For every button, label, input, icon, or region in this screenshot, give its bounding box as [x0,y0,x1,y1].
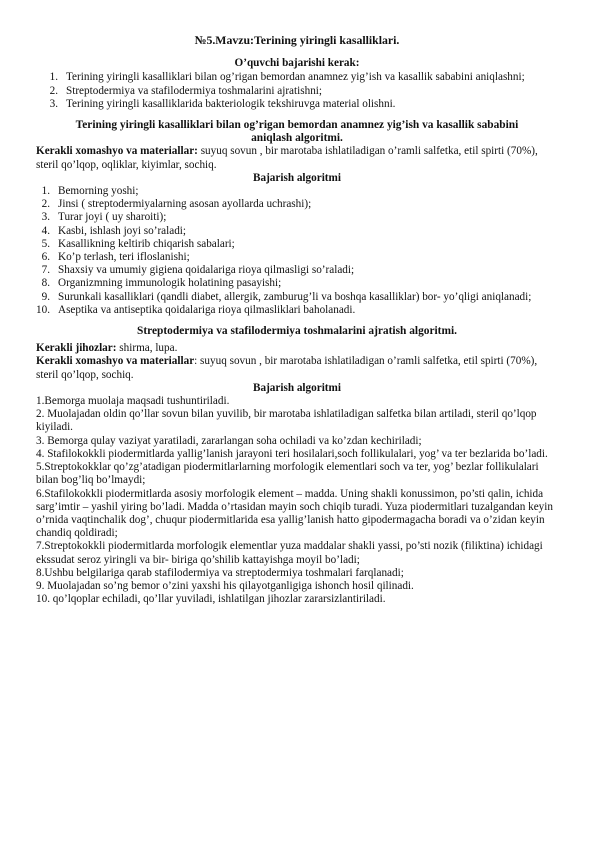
list-item: 2. Streptodermiya va stafilodermiya toshmalarini ajratishni; [49,84,323,97]
section1-algo-heading: Bajarish algoritmi [253,171,341,184]
section1-steps [36,185,558,317]
section2-step: 5.Streptokokklar qo’zg’atadigan piodermitlarlarning morfologik elementlari soch va ter, yog’ bezlar follikulalari bilan bog’liq bo’lmaydi; [36,461,539,487]
section2-step: 2. Muolajadan oldin qo’llar sovun bilan yuvilib, bir marotaba ishlatiladigan salfetka bilan artiladi, steril qo’lqop kiyiladi. [36,408,537,434]
tasks-heading: O’quvchi bajarishi kerak: [234,57,360,70]
section2-step: 9. Muolajadan so’ng bemor o’zini yaxshi his qilayotganligiga ishonch hosil qilinadi. [36,579,414,592]
list-item: 3. Terining yiringli kasalliklarida bakteriologik tekshiruvga material olishni. [49,97,396,110]
section1-materials: Kerakli xomashyo va materiallar: suyuq sovun , bir marotaba ishlatiladigan o’ramli salfetka, etil spirti (70%), steril qo’lqop, oqliklar, kiyimlar, sochiq. [36,145,538,171]
list-item: 5. Kasallikning keltirib chiqarish sabalari; [41,237,235,250]
section2-step: 8.Ushbu belgilariga qarab stafilodermiya va streptodermiya toshmalari farqlanadi; [36,566,404,579]
list-item: 7. Shaxsiy va umumiy gigiena qoidalariga rioya qilmasligi so’raladi; [41,264,355,277]
list-item: 9. Surunkali kasalliklari (qandli diabet, allergik, zamburug’li va boshqa kasalliklar) bor- yo’qligi aniqlanadi; [41,290,532,303]
list-item: 3. Turar joyi ( uy sharoiti); [41,211,167,224]
section2-materials: Kerakli xomashyo va materiallar: suyuq sovun , bir marotaba ishlatiladigan o’ramli salfetka, etil spirti (70%), steril qo’lqop, sochiq. [36,355,538,381]
section2-step: 1.Bemorga muolaja maqsadi tushuntiriladi. [36,395,230,408]
list-item: 8. Organizmning immunologik holatining pasayishi; [41,277,282,290]
list-item: 4. Kasbi, ishlash joyi so’raladi; [41,224,187,237]
list-item: 1. Bemorning yoshi; [41,185,139,198]
list-item: 6. Ko’p terlash, teri ifloslanishi; [41,251,190,264]
document-page [36,34,558,606]
section2-heading: Streptodermiya va stafilodermiya toshmalarini ajratish algoritmi. [137,325,457,338]
list-item: 2. Jinsi ( streptodermiyalarning asosan ayollarda uchrashi); [41,198,312,211]
section2-step: 7.Streptokokkli piodermitlarda morfologik elementlar yuza maddalar shakli yassi, po’sti nozik (filiktina) ichidagi ekssudat seroz yiringli va bir- biriga qo’shilib kattayishga moyil bo’ladi; [36,540,543,566]
page-title: №5.Mavzu:Terining yiringli kasalliklari. [194,33,400,47]
list-item: 10. Aseptika va antiseptika qoidalariga rioya qilmasliklari baholanadi. [36,303,356,316]
section2-step: 4. Stafilokokkli piodermitlarda yallig’lanish jarayoni teri hosilalari,soch follikulalari, yog’ va ter bezlarida bo’ladi. [36,447,548,460]
tasks-list [39,71,558,111]
section2-algo-heading: Bajarish algoritmi [253,381,341,394]
section2-tools: Kerakli jihozlar: shirma, lupa. [36,342,178,355]
section2-step: 10. qo’lqoplar echiladi, qo’llar yuviladi, ishlatilgan jihozlar zararsizlantiriladi. [36,593,386,606]
section1-heading: Terining yiringli kasalliklari bilan og’rigan bemordan anamnez yig’ish va kasallik sababini aniqlash algoritmi. [75,119,519,145]
section2-step: 6.Stafilokokkli piodermitlarda asosiy morfologik element – madda. Uning shakli konussimon, po’sti qalin, ichida sarg’imtir – yashil yiring bo’ladi. Madda o’rtasidan mayin soch chiqib turadi. Yuza piodermitlari tuzalgandan keyin o’rnida vaqtinchalik dog’, chuqur piodermitlarida esa yallig’lanish hatto gipodermagacha boradi va o’zidan keyin chandiq qoldiradi; [36,487,553,540]
list-item: 1. Terining yiringli kasalliklari bilan og’rigan bemordan anamnez yig’ish va kasallik sababini aniqlashni; [49,71,525,84]
section2-step: 3. Bemorga qulay vaziyat yaratiladi, zararlangan soha ochiladi va ko’zdan kechiriladi; [36,434,422,447]
